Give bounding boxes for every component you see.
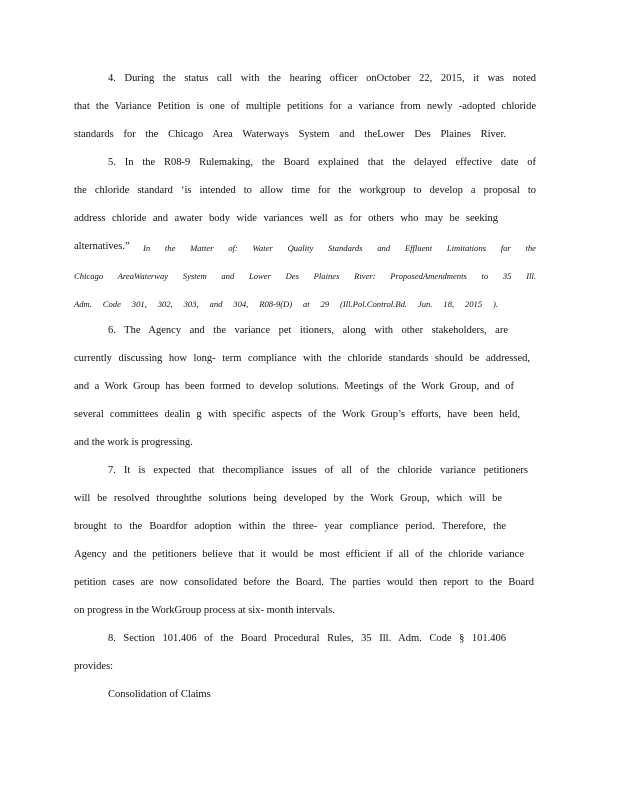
- paragraph-6-line-3: and a Work Group has been formed to develop solutions. Meetings of the Work Group, and of: [74, 381, 514, 392]
- paragraph-5-line-1: 5. In the R08-9 Rulemaking, the Board explained that the delayed effective date of: [108, 157, 536, 168]
- paragraph-7-line-2: will be resolved throughthe solutions being developed by the Work Group, which will be: [74, 493, 502, 504]
- paragraph-7-line-4: Agency and the petitioners believe that it would be most efficient if all of the chloride variance: [74, 549, 524, 560]
- paragraph-5-line-2: the chloride standard ‘is intended to allow time for the workgroup to develop a proposal to: [74, 185, 536, 196]
- citation-line-1: In the Matter of: Water Quality Standards and Effluent Limitations for the: [143, 243, 536, 253]
- paragraph-6-line-5: and the work is progressing.: [74, 437, 193, 448]
- paragraph-8-line-2: provides:: [74, 661, 114, 672]
- paragraph-7-line-1: 7. It is expected that thecompliance issues of all of the chloride variance petitioners: [108, 465, 528, 476]
- paragraph-5-line-3: address chloride and awater body wide variances well as for others who may be seeking: [74, 213, 498, 224]
- consolidation-heading: Consolidation of Claims: [108, 689, 211, 700]
- paragraph-4-line-1: 4. During the status call with the hearing officer onOctober 22, 2015, it was noted: [108, 73, 536, 84]
- citation-line-2: Chicago AreaWaterway System and Lower Des Plaines River: ProposedAmendments to 35 Ill.: [74, 271, 536, 281]
- paragraph-7-line-6: on progress in the WorkGroup process at six- month intervals.: [74, 605, 335, 616]
- citation-line-3: Adm. Code 301, 302, 303, and 304, R08-9(D) at 29 (Ill.Pol.Control.Bd. Jun. 18, 2015 ).: [74, 299, 498, 309]
- paragraph-7-line-3: brought to the Boardfor adoption within the three- year compliance period. Therefore, the: [74, 521, 506, 532]
- paragraph-4-line-2: that the Variance Petition is one of multiple petitions for a variance from newly -adopted chloride: [74, 101, 536, 112]
- paragraph-5-quote-end: alternatives.”: [74, 241, 130, 252]
- paragraph-8-line-1: 8. Section 101.406 of the Board Procedural Rules, 35 Ill. Adm. Code § 101.406: [108, 633, 506, 644]
- paragraph-6-line-4: several committees dealin g with specific aspects of the Work Group’s efforts, have been held,: [74, 409, 520, 420]
- paragraph-6-line-2: currently discussing how long- term compliance with the chloride standards should be addressed,: [74, 353, 530, 364]
- paragraph-7-line-5: petition cases are now consolidated before the Board. The parties would then report to the Board: [74, 577, 534, 588]
- paragraph-4-line-3: standards for the Chicago Area Waterways System and theLower Des Plaines River.: [74, 129, 506, 140]
- paragraph-6-line-1: 6. The Agency and the variance pet itioners, along with other stakeholders, are: [108, 325, 508, 336]
